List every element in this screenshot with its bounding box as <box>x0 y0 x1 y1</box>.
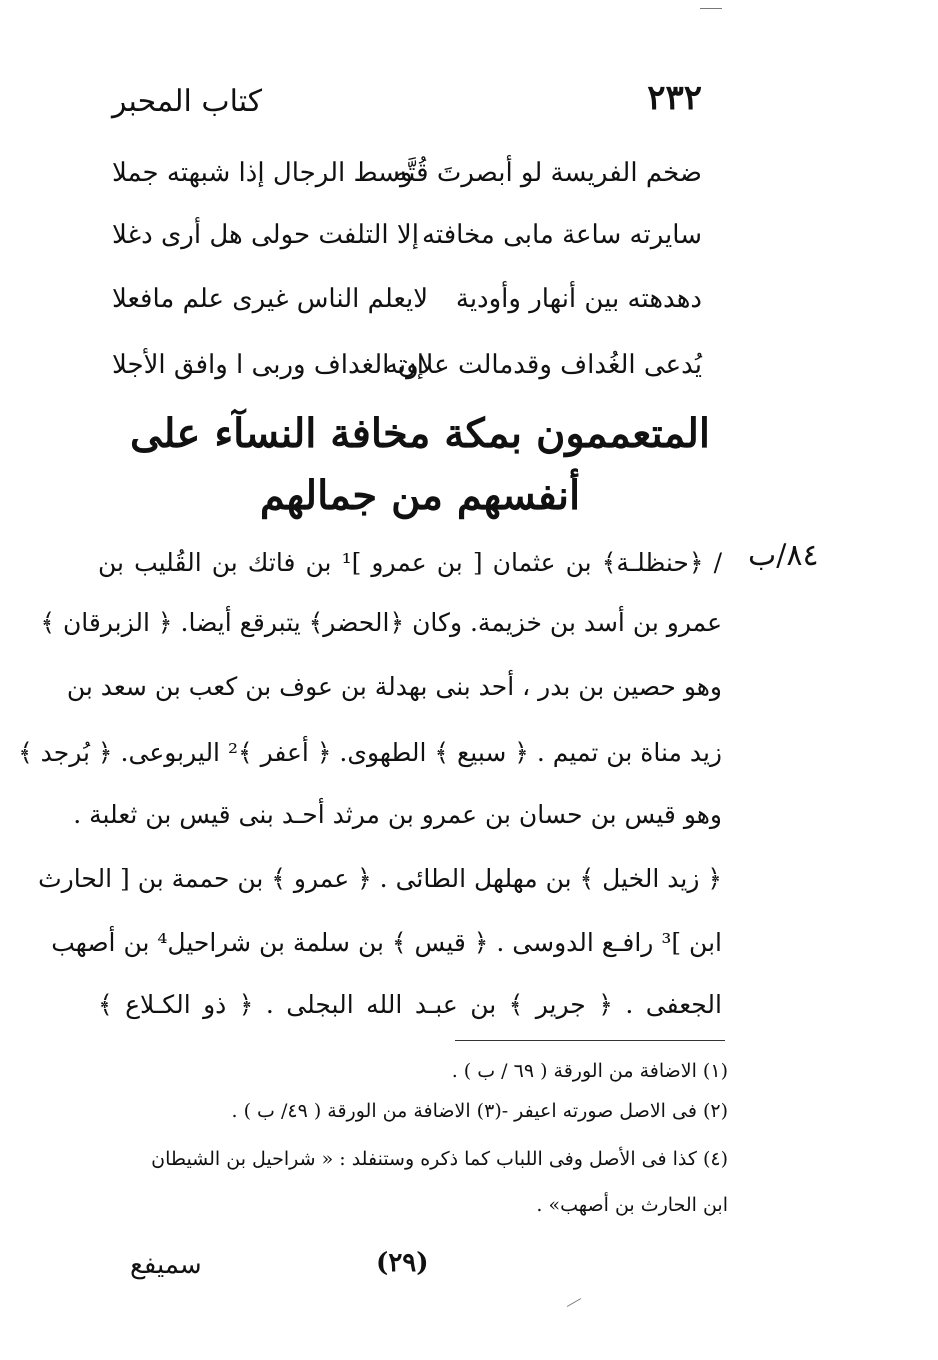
body-line: عمرو بن أسد بن خزيمة. وكان ﴿الحضر﴾ يتبرقع أيضا. ﴿ الزبرقان ﴾ <box>40 608 722 637</box>
footnote: ابن الحارث بن أصهب» . <box>536 1194 728 1216</box>
book-title: كتاب المحبر <box>112 84 263 119</box>
section-heading-line-1: المتعممون بمكة مخافة النسآء على <box>129 410 711 457</box>
sheet-number: (٢٩) <box>376 1248 429 1278</box>
verse-first-hemistich: ضخم الفريسة لو أبصرتَ قُتَّه <box>394 158 702 188</box>
verse-second-hemistich: إلا التلفت حولى هل أرى دغلا <box>112 220 419 250</box>
verse-second-hemistich: لايعلم الناس غيرى علم مافعلا <box>112 284 429 314</box>
body-line: / ﴿حنظلـة﴾ بن عثمان [ بن عمرو ]¹ بن فاتك بن القُليب بن <box>98 548 723 577</box>
footnote: (١) الاضافة من الورقة ( ٦٩ / ب ) . <box>451 1060 728 1082</box>
body-line: الجعفى . ﴿ جرير ﴾ بن عبـد الله البجلى . ﴿ ذو الكـلاع ﴾ <box>98 990 722 1019</box>
body-line: وهو قيس بن حسان بن عمرو بن مرثد أحـد بنى قيس بن ثعلبة . <box>73 800 722 829</box>
page-number: ٢٣٢ <box>647 78 702 118</box>
footnote-separator <box>455 1040 725 1041</box>
folio-margin-reference: ٨٤/ب <box>748 538 819 573</box>
verse-row <box>112 284 702 328</box>
body-line: ابن ]³ رافـع الدوسى . ﴿ قيس ﴾ بن سلمة بن شراحيل⁴ بن أصهب <box>51 928 722 957</box>
verse-row <box>112 220 702 264</box>
footnote: (٤) كذا فى الأصل وفى اللباب كما ذكره وستنفلد : « شراحيل بن الشيطان <box>151 1148 728 1170</box>
verse-first-hemistich: سايرته ساعة مابى مخافته <box>421 220 702 250</box>
catchword: سميفع <box>130 1250 202 1280</box>
verse-first-hemistich: يُدعى الغُداف وقدمالت علاوته <box>384 350 702 380</box>
verse-first-hemistich: دهدهته بين أنهار وأودية <box>455 284 702 314</box>
body-line: زيد مناة بن تميم . ﴿ سبيع ﴾ الطهوى. ﴿ أعفر ﴾² اليربوعى. ﴿ بُرجد ﴾ <box>18 738 722 767</box>
verse-second-hemistich: وسط الرجال إذا شبهته جملا <box>112 158 413 188</box>
section-heading-line-2: أنفسهم من جمالهم <box>259 472 581 519</box>
scan-mark <box>700 8 722 9</box>
footnote: (٢) فى الاصل صورته اعيفر -(٣) الاضافة من الورقة ( ٤٩/ ب ) . <box>231 1100 728 1122</box>
verse-row <box>112 158 702 202</box>
verse-second-hemistich: إن الغداف وربى ا وافق الأجلا <box>112 350 424 380</box>
body-line: ﴿ زيد الخيل ﴾ بن مهلهل الطائى . ﴿ عمرو ﴾ بن حممة بن [ الحارث <box>38 864 722 893</box>
scan-mark <box>567 1298 581 1307</box>
verse-row <box>112 350 702 394</box>
body-line: وهو حصين بن بدر ، أحد بنى بهدلة بن عوف بن كعب بن سعد بن <box>66 672 722 701</box>
